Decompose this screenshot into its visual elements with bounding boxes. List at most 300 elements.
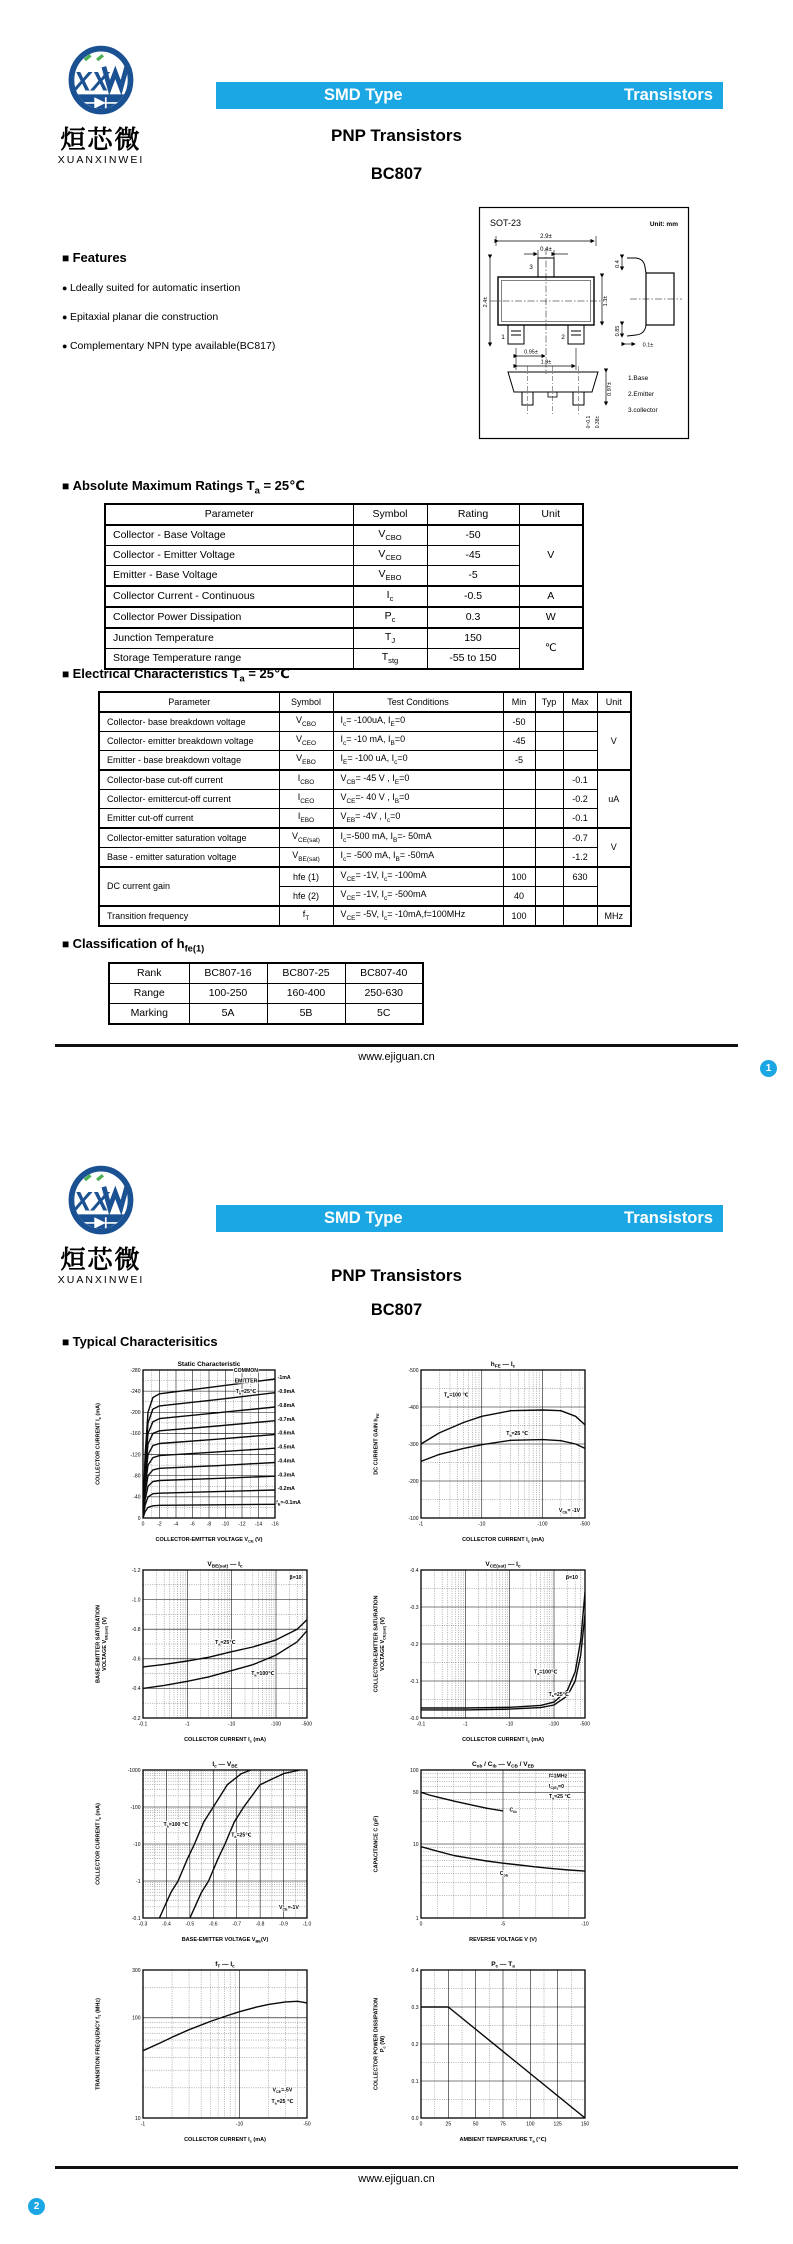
max-cell: -0.1 [563, 770, 597, 790]
class-cell: 160-400 [267, 983, 345, 1003]
svg-text:VBE(sat) — Ic: $V_{BE(sat)}$ — $I_c$ [207, 1561, 243, 1569]
row-header: Marking [109, 1003, 189, 1024]
svg-text:-10: -10 [228, 1721, 236, 1728]
max-cell: -0.1 [563, 808, 597, 828]
svg-text:Ic — VBE: $I_c$ — $V_{BE}$ [212, 1761, 238, 1769]
brand-name-en: XUANXINWEI [57, 1274, 145, 1287]
chart-annotation: $C_{ob}$ [499, 1871, 509, 1878]
chart-annotation: β=10 [289, 1574, 302, 1581]
conditions-cell: $V_{CE}=-$ 40 V , $I_B=0$ [333, 789, 503, 808]
svg-text:-0.7: -0.7 [232, 1921, 242, 1928]
svg-text:1: 1 [415, 1915, 419, 1922]
svg-text:125: 125 [553, 2121, 562, 2128]
page-number-badge: 2 [28, 2198, 45, 2215]
svg-text:-100: -100 [537, 1521, 548, 1528]
symbol-cell: $I_{EBO}$ [279, 808, 333, 828]
svg-text:100: 100 [526, 2121, 535, 2128]
chart-ic-vbe [93, 1758, 323, 1948]
dim-front-gap: 0~0.1 [586, 415, 592, 429]
unit-cell: uA [597, 770, 631, 828]
page-header [0, 1120, 793, 1330]
parameter-cell: Collector- base breakdown voltage [99, 712, 279, 732]
parameter-cell: Collector-base cut-off current [99, 770, 279, 790]
banner-smd-type: SMD Type [324, 1209, 403, 1227]
min-cell: 40 [503, 886, 535, 906]
page-footer [55, 2166, 738, 2185]
chart-vbesat-ic [93, 1558, 323, 1748]
symbol-cell: $V_{CEO}$ [279, 731, 333, 750]
row-header: Rank [109, 963, 189, 984]
table-row [99, 750, 631, 770]
chart-annotation: $I_{C(E)}=0$ [548, 1783, 564, 1791]
svg-text:-1: -1 [185, 1721, 190, 1728]
ec-table [98, 691, 632, 927]
series-ta-25- [421, 1440, 585, 1462]
pin-legend-collector: 3.collector [628, 407, 658, 414]
column-header: Parameter [105, 504, 353, 525]
table-row [99, 867, 631, 887]
dim-side-top: 0.4 [615, 260, 621, 268]
conditions-cell: $V_{EB}= -4V$ , $I_c=0$ [333, 808, 503, 828]
amr-title: ■ Absolute Maximum Ratings $T_a$ = 25℃ [62, 478, 584, 496]
table-row [99, 712, 631, 732]
pin-3-number: 3 [529, 264, 533, 271]
classification-table [108, 962, 424, 1025]
symbol-cell: $V_{EBO}$ [279, 750, 333, 770]
svg-text:-0.1: -0.1 [138, 1721, 148, 1728]
parameter-cell: Emitter - Base Voltage [105, 565, 353, 586]
ec-title: ■ Electrical Characteristics $T_a$ = 25℃ [62, 666, 632, 684]
svg-text:VCE(sat) — Ic: $V_{CE(sat)}$ — $I_c$ [485, 1561, 521, 1569]
chart-annotation: f=1MHz [548, 1773, 568, 1780]
svg-text:-100: -100 [130, 1804, 141, 1811]
svg-text:-1000: -1000 [127, 1767, 141, 1774]
conditions-cell: $I_c= -10$ mA, $I_B=0$ [333, 731, 503, 750]
column-header: Symbol [353, 504, 427, 525]
svg-text:-1.0: -1.0 [302, 1921, 312, 1928]
max-cell [563, 906, 597, 926]
chart-annotation: $C_{ib}$ [509, 1807, 517, 1814]
svg-text:REVERSE VOLTAGE V (V): REVERSE VOLTAGE V (V) [469, 1937, 537, 1943]
absolute-maximum-ratings-section [62, 478, 584, 670]
svg-text:DC CURRENT GAIN hFE: DC CURRENT GAIN $h_{FE}$ [373, 1413, 380, 1475]
chart-annotation: $T_a=100℃$ [251, 1671, 275, 1678]
typ-cell [535, 808, 563, 828]
pin-legend-emitter: 2.Emitter [628, 391, 655, 398]
svg-text:-1.2: -1.2 [131, 1567, 141, 1574]
svg-text:COLLECTOR CURRENT Ic (mA): COLLECTOR CURRENT $I_c$ (mA) [462, 1737, 544, 1744]
pin-1-number: 1 [501, 334, 505, 341]
parameter-cell: Storage Temperature range [105, 648, 353, 669]
symbol-cell: $V_{EBO}$ [353, 565, 427, 586]
svg-text:-100: -100 [549, 1721, 560, 1728]
class-cell: BC807-40 [345, 963, 423, 984]
chart-annotation: $T_a=25℃$ [215, 1640, 236, 1647]
type-banner [216, 1205, 723, 1232]
svg-text:COLLECTOR-EMITTER VOLTAGE VC: COLLECTOR-EMITTER VOLTAGE $V_{CE}$ (V) [155, 1537, 263, 1544]
chart-annotation: β=10 [565, 1574, 578, 1581]
svg-text:-10: -10 [478, 1521, 486, 1528]
banner-transistors: Transistors [624, 86, 713, 104]
chart-annotation: $V_{CE}= -1V$ [558, 1508, 581, 1515]
min-cell [503, 828, 535, 848]
max-cell [563, 750, 597, 770]
chart-pc-ta [371, 1958, 601, 2148]
max-cell: 630 [563, 867, 597, 887]
svg-text:-0.2: -0.2 [131, 1715, 141, 1722]
logo-mark-icon [58, 1160, 144, 1242]
svg-text:Static Characteristic: Static Characteristic [177, 1361, 241, 1368]
typ-cell [535, 828, 563, 848]
svg-text:-0.6: -0.6 [131, 1656, 141, 1663]
series-ft [143, 2001, 307, 2050]
svg-text:-5: -5 [500, 1921, 506, 1928]
svg-text:-400: -400 [408, 1404, 419, 1411]
svg-text:50: 50 [412, 1790, 419, 1797]
rating-cell: 0.3 [427, 607, 519, 628]
svg-text:-1.0: -1.0 [131, 1597, 141, 1604]
svg-text:75: 75 [500, 2121, 506, 2128]
table-row [109, 1003, 423, 1024]
part-number: BC807 [370, 165, 423, 183]
chart-cob-cib [371, 1758, 601, 1948]
svg-text:COLLECTOR-EMITTER SATURATION: COLLECTOR-EMITTER SATURATION [373, 1595, 380, 1693]
svg-text:-500: -500 [301, 1721, 313, 1728]
svg-text:COLLECTOR CURRENT Ic (mA): COLLECTOR CURRENT $I_c$ (mA) [95, 1403, 102, 1485]
symbol-cell: $I_{CEO}$ [279, 789, 333, 808]
svg-text:-0.4: -0.4 [409, 1567, 419, 1574]
unit-cell: ℃ [519, 628, 583, 669]
class-cell: 250-630 [345, 983, 423, 1003]
class-cell: BC807-16 [189, 963, 267, 984]
table-row [105, 586, 583, 607]
svg-text:TRANSITION FREQUENCY fT (M: TRANSITION FREQUENCY $f_T$ (MHz) [95, 1998, 102, 2090]
svg-text:0.4: 0.4 [411, 1967, 419, 1974]
chart-annotation: -0.6mA [277, 1430, 295, 1437]
min-cell [503, 847, 535, 867]
chart-annotation: $T_a=25℃$ [548, 1691, 569, 1699]
features-title: ■ Features [62, 250, 372, 265]
parameter-cell: Emitter - base breakdown voltage [99, 750, 279, 770]
table-row [105, 607, 583, 628]
svg-text:-0.3: -0.3 [138, 1921, 148, 1928]
svg-text:CAPACITANCE C (pF): CAPACITANCE C (pF) [373, 1815, 380, 1873]
unit-cell: V [597, 712, 631, 770]
feature-item: ● Epitaxial planar die construction [62, 311, 372, 323]
rating-cell: -50 [427, 525, 519, 546]
features-section [62, 250, 372, 352]
svg-text:-10: -10 [581, 1921, 589, 1928]
rating-cell: -55 to 150 [427, 648, 519, 669]
svg-text:-0.1: -0.1 [416, 1721, 426, 1728]
conditions-cell: $I_E= -100$ uA, $I_c=0$ [333, 750, 503, 770]
chart-annotation: $T_a=100℃$ [534, 1669, 558, 1676]
brand-name-cn: 烜芯微 [60, 126, 142, 154]
table-row [99, 828, 631, 848]
svg-text:-500: -500 [579, 1721, 591, 1728]
min-cell: -50 [503, 712, 535, 732]
banner-smd-type: SMD Type [324, 86, 403, 104]
unit-cell: A [519, 586, 583, 607]
svg-text:COLLECTOR CURRENT Ic (mA): COLLECTOR CURRENT $I_c$ (mA) [462, 1537, 544, 1544]
chart-annotation: $V_{CE}=-1V$ [279, 1905, 299, 1912]
svg-text:-1: -1 [140, 2121, 146, 2128]
svg-text:Pc (W): $P_c$ (W) [380, 2035, 387, 2053]
svg-text:-0.0: -0.0 [409, 1715, 419, 1722]
dim-side-bottom: 0.85 [615, 325, 621, 337]
feature-item: ● Ldeally suited for automatic insertion [62, 282, 372, 294]
typ-cell [535, 886, 563, 906]
symbol-cell: $V_{CEO}$ [353, 545, 427, 565]
series-cib [421, 1792, 503, 1811]
column-header: Typ [535, 692, 563, 712]
svg-text:0.3: 0.3 [411, 2004, 419, 2011]
svg-text:fT — Ic: $f_T$ — $I_c$ [215, 1961, 235, 1969]
parameter-cell: Collector-emitter saturation voltage [99, 828, 279, 848]
table-row [105, 504, 583, 525]
row-header: Range [109, 983, 189, 1003]
footer-website: www.ejiguan.cn [358, 2172, 435, 2185]
max-cell [563, 886, 597, 906]
dim-lead-width: 0.4± [540, 247, 552, 253]
chart-annotation: EMITTER [234, 1378, 258, 1385]
parameter-cell: Collector - Base Voltage [105, 525, 353, 546]
class-cell: 5A [189, 1003, 267, 1024]
package-unit: Unit: mm [649, 221, 678, 228]
svg-text:Pc — Ta: $P_c$ — $T_a$ [491, 1961, 515, 1969]
pin-legend-base: 1.Base [628, 375, 649, 382]
chart-annotation: -0.9mA [277, 1388, 295, 1395]
class-cell: BC807-25 [267, 963, 345, 984]
chart-annotation: -0.7mA [277, 1416, 295, 1423]
chart-annotation: $T_a=25$ ℃ [506, 1431, 529, 1438]
typ-cell [535, 731, 563, 750]
chart-annotation: -0.5mA [277, 1444, 295, 1451]
svg-text:0: 0 [419, 1921, 423, 1928]
parameter-cell: Emitter cut-off current [99, 808, 279, 828]
parameter-cell: Junction Temperature [105, 628, 353, 649]
column-header: Parameter [99, 692, 279, 712]
svg-text:0.2: 0.2 [411, 2041, 419, 2048]
chart-annotation: $I_B=-0.1mA$ [276, 1500, 301, 1507]
dim-body-height: 1.3± [603, 295, 609, 307]
max-cell: -0.7 [563, 828, 597, 848]
max-cell [563, 731, 597, 750]
dim-lead-pitch: 0.95± [524, 349, 538, 356]
symbol-cell: hfe (2) [279, 886, 333, 906]
svg-text:-80: -80 [133, 1473, 141, 1480]
svg-text:10: 10 [412, 1841, 419, 1848]
svg-text:BASE-EMITTER SATURATION: BASE-EMITTER SATURATION [95, 1604, 102, 1684]
svg-text:-4: -4 [173, 1521, 179, 1528]
svg-text:-10: -10 [133, 1841, 141, 1848]
symbol-cell: hfe (1) [279, 867, 333, 887]
svg-text:COLLECTOR CURRENT Ic (mA): COLLECTOR CURRENT $I_c$ (mA) [184, 2137, 266, 2144]
max-cell [563, 712, 597, 732]
max-cell: -1.2 [563, 847, 597, 867]
table-row [99, 906, 631, 926]
parameter-cell: Collector Power Dissipation [105, 607, 353, 628]
svg-text:-0.8: -0.8 [255, 1921, 265, 1928]
parameter-cell: Collector - Emitter Voltage [105, 545, 353, 565]
svg-text:VOLTAGE VBE(sat) (V): VOLTAGE $V_{BE(sat)}$ (V) [102, 1617, 109, 1671]
svg-text:50: 50 [472, 2121, 479, 2128]
symbol-cell: $V_{CE(sat)}$ [279, 828, 333, 848]
svg-text:-14: -14 [254, 1521, 263, 1528]
chart-annotation: $T_a=25$ ℃ [271, 2099, 294, 2106]
svg-text:-1: -1 [136, 1878, 141, 1885]
svg-text:-10: -10 [506, 1721, 514, 1728]
svg-text:-16: -16 [271, 1521, 279, 1528]
min-cell: 100 [503, 867, 535, 887]
unit-cell: V [597, 828, 631, 867]
dim-front-height: 0.97± [607, 382, 613, 396]
max-cell: -0.2 [563, 789, 597, 808]
svg-text:-500: -500 [408, 1367, 419, 1374]
column-header: Unit [597, 692, 631, 712]
svg-text:-200: -200 [408, 1478, 419, 1485]
min-cell: 100 [503, 906, 535, 926]
unit-cell: W [519, 607, 583, 628]
page-number-badge: 1 [760, 1060, 777, 1077]
chart-annotation: $T_a=25$ ℃ [548, 1794, 571, 1801]
table-row [105, 525, 583, 546]
chart-annotation: -1mA [277, 1374, 291, 1381]
chart-annotation: -0.8mA [277, 1403, 295, 1409]
column-header: Test Conditions [333, 692, 503, 712]
typ-cell [535, 770, 563, 790]
type-banner [216, 82, 723, 109]
conditions-cell: $I_c= -500$ mA, $I_B= -50mA$ [333, 847, 503, 867]
typ-cell [535, 750, 563, 770]
unit-cell: MHz [597, 906, 631, 926]
svg-text:-40: -40 [133, 1494, 141, 1501]
brand-name-cn: 烜芯微 [60, 1246, 142, 1274]
chart-ft-ic [93, 1958, 323, 2148]
table-row [99, 731, 631, 750]
rating-cell: 150 [427, 628, 519, 649]
min-cell [503, 808, 535, 828]
dim-front-lead: 0.38± [595, 415, 601, 429]
banner-transistors: Transistors [624, 1209, 713, 1227]
svg-text:25: 25 [445, 2121, 452, 2128]
conditions-cell: $I_c=-500$ mA, $I_B=-$ 50mA [333, 828, 503, 848]
dim-total-height: 2.4± [483, 296, 489, 308]
svg-text:-1: -1 [463, 1721, 468, 1728]
svg-text:10: 10 [134, 2115, 141, 2122]
svg-text:-0.3: -0.3 [409, 1604, 419, 1611]
parameter-cell: Transition frequency [99, 906, 279, 926]
class-cell: 100-250 [189, 983, 267, 1003]
page-footer [55, 1044, 738, 1063]
series-ta-100- [421, 1410, 585, 1444]
svg-text:-280: -280 [130, 1367, 141, 1374]
svg-text:300: 300 [132, 1967, 141, 1974]
symbol-cell: $V_{CBO}$ [279, 712, 333, 732]
footer-website: www.ejiguan.cn [358, 1050, 435, 1063]
footer-rule [55, 1044, 738, 1047]
typ-cell [535, 906, 563, 926]
sheet-page-2 [0, 1120, 793, 2244]
class-cell: 5C [345, 1003, 423, 1024]
svg-text:VOLTAGE VCE(sat) (V): VOLTAGE $V_{CE(sat)}$ (V) [380, 1617, 387, 1671]
svg-text:-1: -1 [418, 1521, 424, 1528]
svg-text:0: 0 [137, 1515, 141, 1522]
class-cell: 5B [267, 1003, 345, 1024]
min-cell [503, 789, 535, 808]
svg-text:-0.6: -0.6 [208, 1921, 218, 1928]
column-header: Max [563, 692, 597, 712]
svg-text:0.0: 0.0 [411, 2115, 419, 2122]
typ-cell [535, 789, 563, 808]
svg-text:-240: -240 [130, 1388, 141, 1395]
dim-lead-span: 1.9± [540, 359, 552, 366]
conditions-cell: $V_{CE}= -1V$, $I_c= -100mA$ [333, 867, 503, 887]
brand-name-en: XUANXINWEI [57, 154, 145, 167]
svg-text:-300: -300 [408, 1441, 419, 1448]
svg-text:-10: -10 [235, 2121, 244, 2128]
table-row [99, 808, 631, 828]
column-header: Symbol [279, 692, 333, 712]
svg-text:COLLECTOR POWER DISSIPATION: COLLECTOR POWER DISSIPATION [373, 1997, 380, 2091]
typ-cell [535, 847, 563, 867]
svg-text:0: 0 [419, 2121, 423, 2128]
svg-text:-10: -10 [221, 1521, 230, 1528]
unit-cell [597, 867, 631, 906]
logo-xx-text: XX [73, 1186, 109, 1217]
svg-text:-500: -500 [579, 1521, 591, 1528]
logo-mark-icon [58, 40, 144, 122]
svg-text:-0.4: -0.4 [131, 1686, 141, 1693]
parameter-cell: Base - emitter saturation voltage [99, 847, 279, 867]
svg-text:0.1: 0.1 [411, 2078, 419, 2085]
table-row [99, 770, 631, 790]
conditions-cell: $V_{CE}= -5V$, $I_c= -10mA,f=100MHz$ [333, 906, 503, 926]
sheet-page-1 [0, 0, 793, 1120]
features-list [62, 282, 372, 352]
chart-annotation: -0.2mA [277, 1486, 295, 1493]
hfe-classification-section [62, 936, 424, 1025]
svg-text:hFE — Ic: $h_{FE}$ — $I_c$ [490, 1361, 516, 1369]
rating-cell: -0.5 [427, 586, 519, 607]
chart-hfe-ic [371, 1358, 601, 1548]
svg-text:COLLECTOR CURRENT Ic (mA): COLLECTOR CURRENT $I_c$ (mA) [184, 1737, 266, 1744]
conditions-cell: $V_{CE}= -1V$, $I_c= -500mA$ [333, 886, 503, 906]
footer-rule [55, 2166, 738, 2169]
symbol-cell: $T_{stg}$ [353, 648, 427, 669]
min-cell: -5 [503, 750, 535, 770]
characteristic-charts-grid [93, 1358, 601, 2148]
amr-table [104, 503, 584, 670]
svg-text:0: 0 [141, 1521, 145, 1528]
doc-subtitle: PNP Transistors [330, 126, 463, 145]
symbol-cell: $f_T$ [279, 906, 333, 926]
table-row [99, 847, 631, 867]
parameter-cell: Collector- emitter breakdown voltage [99, 731, 279, 750]
symbol-cell: $T_J$ [353, 628, 427, 649]
svg-text:-0.9: -0.9 [279, 1921, 288, 1928]
package-name: SOT-23 [490, 218, 522, 228]
svg-text:-0.1: -0.1 [131, 1915, 141, 1922]
svg-text:-200: -200 [130, 1410, 141, 1417]
dim-lead-thickness: 0.1± [642, 342, 654, 349]
chart-vcesat-ic [371, 1558, 601, 1748]
svg-text:-0.5: -0.5 [185, 1921, 195, 1928]
svg-text:Cob / Cib — VCB / VEB: $C_{ob} / C_{ib}$ — $V_{CB} / V_{EB}$ [471, 1761, 535, 1769]
table-row [105, 628, 583, 649]
table-row [109, 963, 423, 984]
parameter-cell: Collector Current - Continuous [105, 586, 353, 607]
